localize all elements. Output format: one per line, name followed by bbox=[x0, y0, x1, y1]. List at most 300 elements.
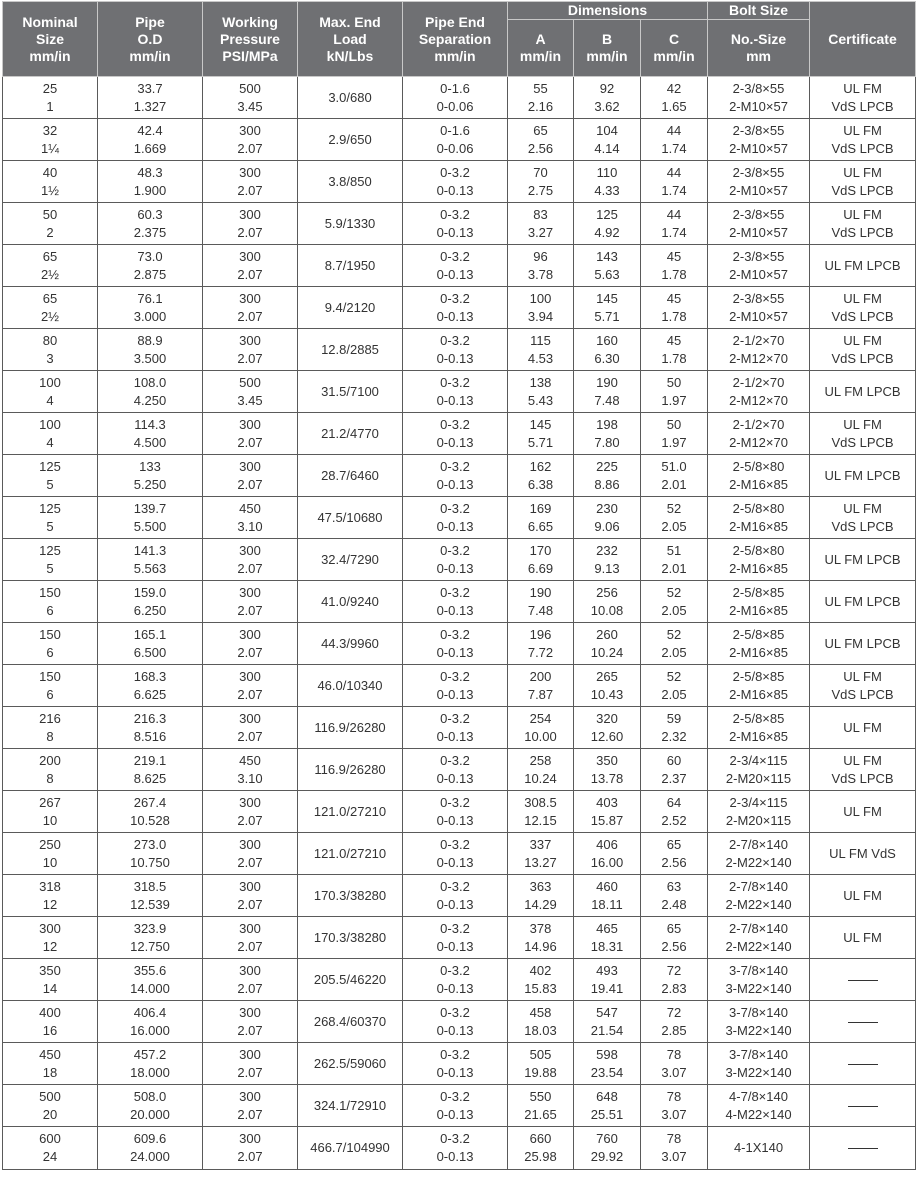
certificate-cell bbox=[810, 77, 916, 119]
dim-b-cell-line: 5.71 bbox=[594, 308, 620, 324]
pipe-od-cell-line: 88.9 bbox=[137, 332, 163, 348]
dim-a-cell bbox=[508, 791, 574, 833]
dim-c-cell-line: 65 bbox=[666, 836, 682, 852]
dim-b-cell-line: 18.31 bbox=[590, 938, 624, 954]
separation-cell-line: 0-0.13 bbox=[436, 980, 474, 996]
certificate-cell bbox=[810, 959, 916, 1001]
dim-b-cell-line: 4.33 bbox=[594, 182, 620, 198]
dim-b-cell-line: 6.30 bbox=[594, 350, 620, 366]
certificate-cell bbox=[810, 329, 916, 371]
separation-cell bbox=[403, 371, 508, 413]
bolt-size-cell bbox=[708, 455, 810, 497]
dim-b-cell bbox=[574, 791, 641, 833]
bolt-size-cell bbox=[708, 539, 810, 581]
separation-cell-line: 0-1.6 bbox=[440, 122, 470, 138]
table-row bbox=[3, 959, 916, 1001]
pressure-cell bbox=[203, 581, 298, 623]
pipe-od-cell-line: 4.500 bbox=[133, 434, 167, 450]
dim-c-cell bbox=[641, 1001, 708, 1043]
load-cell: 9.4/2120 bbox=[298, 287, 403, 329]
pressure-cell-line: 300 bbox=[239, 710, 261, 726]
pipe-od-cell-line: 323.9 bbox=[133, 920, 167, 936]
header-working-pressure: Working Pressure PSI/MPa bbox=[203, 2, 298, 77]
bolt-size-cell-line: 2-5/8×85 bbox=[732, 710, 785, 726]
dim-b-cell bbox=[574, 77, 641, 119]
dim-c-cell bbox=[641, 455, 708, 497]
dim-b-cell-line: 29.92 bbox=[590, 1149, 624, 1164]
separation-cell-line: 0-0.13 bbox=[436, 224, 474, 240]
bolt-size-cell bbox=[708, 1085, 810, 1127]
dim-b-cell-line: 110 bbox=[596, 164, 618, 180]
size-cell-line: 150 bbox=[39, 626, 61, 642]
bolt-size-cell-line: 2-M10×57 bbox=[729, 182, 788, 198]
pipe-od-cell-line: 273.0 bbox=[133, 836, 167, 852]
bolt-size-cell-line: 4-7/8×140 bbox=[729, 1088, 788, 1104]
dim-b-cell-line: 230 bbox=[596, 500, 618, 516]
dim-a-cell-line: 3.27 bbox=[527, 224, 554, 240]
dim-c-cell-line: 2.37 bbox=[661, 770, 687, 786]
certificate-cell-line: UL FM LPCB bbox=[824, 593, 901, 609]
dim-c-cell bbox=[641, 707, 708, 749]
size-cell-line: 2½ bbox=[40, 266, 60, 282]
size-cell-line: 18 bbox=[42, 1064, 58, 1080]
dim-a-cell-line: 254 bbox=[529, 710, 552, 726]
separation-cell-line: 0-3.2 bbox=[440, 416, 470, 432]
bolt-size-cell-line: 4-1X140 bbox=[733, 1140, 784, 1155]
size-cell-line: 600 bbox=[39, 1131, 61, 1146]
table-row bbox=[3, 833, 916, 875]
certificate-cell-line: UL FM bbox=[843, 668, 882, 684]
empty-dash bbox=[848, 1064, 878, 1065]
certificate-cell bbox=[810, 1001, 916, 1043]
dim-b-cell-line: 547 bbox=[596, 1004, 618, 1020]
pressure-cell-line: 2.07 bbox=[237, 1064, 263, 1080]
size-cell bbox=[3, 287, 98, 329]
pipe-od-cell-line: 141.3 bbox=[133, 542, 167, 558]
header-bolt-no-size: No.-Size mm bbox=[708, 20, 810, 77]
size-cell bbox=[3, 329, 98, 371]
pipe-od-cell-line: 20.000 bbox=[130, 1106, 170, 1122]
dim-b-cell-line: 460 bbox=[596, 878, 618, 894]
dim-a-cell-line: 13.27 bbox=[524, 854, 557, 870]
separation-cell-line: 0-3.2 bbox=[440, 1131, 470, 1146]
dim-a-cell-line: 10.24 bbox=[524, 770, 557, 786]
pressure-cell-line: 2.07 bbox=[237, 140, 263, 156]
dim-a-cell-line: 3.94 bbox=[527, 308, 554, 324]
size-cell bbox=[3, 455, 98, 497]
size-cell bbox=[3, 665, 98, 707]
dim-c-cell-line: 78 bbox=[666, 1088, 682, 1104]
dim-a-cell bbox=[508, 245, 574, 287]
dim-a-cell-line: 12.15 bbox=[524, 812, 557, 828]
separation-cell bbox=[403, 245, 508, 287]
load-cell: 32.4/7290 bbox=[298, 539, 403, 581]
dim-b-cell bbox=[574, 287, 641, 329]
certificate-cell bbox=[810, 581, 916, 623]
separation-cell-line: 0-3.2 bbox=[440, 752, 470, 768]
size-cell-line: 40 bbox=[42, 164, 58, 180]
pipe-od-cell-line: 406.4 bbox=[133, 1004, 167, 1020]
separation-cell bbox=[403, 917, 508, 959]
dim-b-cell bbox=[574, 581, 641, 623]
separation-cell bbox=[403, 1085, 508, 1127]
bolt-size-cell-line: 2-5/8×85 bbox=[732, 668, 785, 684]
pressure-cell-line: 2.07 bbox=[237, 812, 263, 828]
header-bolt-size: Bolt Size bbox=[708, 2, 810, 20]
dim-a-cell-line: 169 bbox=[529, 500, 552, 516]
dim-b-cell-line: 12.60 bbox=[590, 728, 624, 744]
dim-c-cell bbox=[641, 833, 708, 875]
size-cell-line: 5 bbox=[46, 560, 54, 576]
bolt-size-cell-line: 3-7/8×140 bbox=[729, 1004, 788, 1020]
dim-b-cell-line: 15.87 bbox=[590, 812, 624, 828]
separation-cell-line: 0-0.13 bbox=[436, 728, 474, 744]
bolt-size-cell-line: 2-M16×85 bbox=[729, 518, 788, 534]
separation-cell-line: 0-0.13 bbox=[436, 1149, 474, 1164]
certificate-cell-line: UL FM LPCB bbox=[824, 257, 901, 273]
pipe-od-cell-line: 14.000 bbox=[130, 980, 170, 996]
separation-cell bbox=[403, 665, 508, 707]
dim-a-cell-line: 196 bbox=[529, 626, 552, 642]
separation-cell-line: 0-3.2 bbox=[440, 1046, 470, 1062]
pipe-od-cell-line: 3.000 bbox=[133, 308, 167, 324]
dim-a-cell bbox=[508, 539, 574, 581]
dim-b-cell-line: 4.14 bbox=[594, 140, 620, 156]
certificate-cell-line: UL FM bbox=[843, 80, 882, 96]
dim-b-cell-line: 10.24 bbox=[590, 644, 624, 660]
pressure-cell bbox=[203, 749, 298, 791]
load-cell: 46.0/10340 bbox=[298, 665, 403, 707]
certificate-cell-line: VdS LPCB bbox=[831, 770, 894, 786]
dim-a-cell-line: 458 bbox=[529, 1004, 552, 1020]
table-body bbox=[3, 77, 916, 1170]
bolt-size-cell-line: 2-3/8×55 bbox=[732, 290, 785, 306]
pipe-od-cell bbox=[98, 203, 203, 245]
dim-a-cell bbox=[508, 371, 574, 413]
table-row bbox=[3, 413, 916, 455]
dim-b-cell-line: 92 bbox=[599, 80, 615, 96]
pressure-cell-line: 2.07 bbox=[237, 896, 263, 912]
pipe-od-cell-line: 8.516 bbox=[133, 728, 167, 744]
certificate-cell bbox=[810, 749, 916, 791]
pipe-od-cell-line: 5.250 bbox=[133, 476, 167, 492]
pipe-od-cell-line: 219.1 bbox=[133, 752, 167, 768]
bolt-size-cell-line: 3-7/8×140 bbox=[729, 962, 788, 978]
bolt-size-cell bbox=[708, 1001, 810, 1043]
dim-b-cell-line: 225 bbox=[596, 458, 618, 474]
pressure-cell-line: 300 bbox=[239, 962, 261, 978]
size-cell bbox=[3, 539, 98, 581]
separation-cell bbox=[403, 791, 508, 833]
bolt-size-cell bbox=[708, 749, 810, 791]
separation-cell-line: 0-0.13 bbox=[436, 602, 474, 618]
dim-b-cell bbox=[574, 959, 641, 1001]
table-row bbox=[3, 791, 916, 833]
separation-cell bbox=[403, 413, 508, 455]
dim-c-cell bbox=[641, 791, 708, 833]
pipe-od-cell bbox=[98, 539, 203, 581]
dim-a-cell-line: 162 bbox=[529, 458, 552, 474]
pipe-od-cell bbox=[98, 287, 203, 329]
size-cell-line: 300 bbox=[39, 920, 61, 936]
pipe-od-cell-line: 12.750 bbox=[130, 938, 170, 954]
dim-a-cell-line: 363 bbox=[529, 878, 552, 894]
dim-b-cell-line: 760 bbox=[596, 1131, 618, 1146]
specification-table bbox=[2, 1, 916, 1170]
dim-a-cell-line: 83 bbox=[533, 206, 548, 222]
bolt-size-cell-line: 2-3/8×55 bbox=[732, 122, 785, 138]
empty-dash bbox=[848, 980, 878, 981]
dim-c-cell bbox=[641, 959, 708, 1001]
separation-cell-line: 0-0.13 bbox=[436, 686, 474, 702]
table-row bbox=[3, 119, 916, 161]
pressure-cell bbox=[203, 77, 298, 119]
load-cell: 44.3/9960 bbox=[298, 623, 403, 665]
pressure-cell bbox=[203, 203, 298, 245]
separation-cell-line: 0-0.13 bbox=[436, 1022, 474, 1038]
dim-a-cell-line: 25.98 bbox=[524, 1149, 557, 1164]
pressure-cell-line: 2.07 bbox=[237, 182, 263, 198]
separation-cell-line: 0-3.2 bbox=[440, 248, 470, 264]
pipe-od-cell-line: 4.250 bbox=[133, 392, 167, 408]
dim-b-cell bbox=[574, 119, 641, 161]
dim-c-cell-line: 2.05 bbox=[661, 602, 687, 618]
bolt-size-cell-line: 2-M22×140 bbox=[725, 854, 792, 870]
pipe-od-cell bbox=[98, 623, 203, 665]
pipe-od-cell-line: 12.539 bbox=[130, 896, 170, 912]
dim-c-cell-line: 45 bbox=[666, 248, 682, 264]
size-cell bbox=[3, 1043, 98, 1085]
empty-dash bbox=[848, 1148, 878, 1149]
size-cell-line: 2 bbox=[46, 224, 54, 240]
dim-c-cell bbox=[641, 161, 708, 203]
table-row bbox=[3, 707, 916, 749]
pipe-od-cell bbox=[98, 1085, 203, 1127]
dim-b-cell-line: 350 bbox=[596, 752, 618, 768]
pressure-cell-line: 2.07 bbox=[237, 350, 263, 366]
certificate-cell bbox=[810, 245, 916, 287]
certificate-cell-line: UL FM LPCB bbox=[824, 467, 901, 483]
pipe-od-cell-line: 60.3 bbox=[137, 206, 163, 222]
dim-b-cell-line: 143 bbox=[596, 248, 618, 264]
size-cell bbox=[3, 623, 98, 665]
size-cell bbox=[3, 119, 98, 161]
separation-cell bbox=[403, 161, 508, 203]
size-cell bbox=[3, 413, 98, 455]
pipe-od-cell-line: 1.327 bbox=[133, 98, 167, 114]
separation-cell bbox=[403, 749, 508, 791]
dim-b-cell-line: 10.08 bbox=[590, 602, 624, 618]
pipe-od-cell-line: 6.625 bbox=[133, 686, 167, 702]
table-row bbox=[3, 245, 916, 287]
dim-b-cell-line: 13.78 bbox=[590, 770, 624, 786]
separation-cell-line: 0-3.2 bbox=[440, 458, 470, 474]
certificate-cell-line: UL FM bbox=[843, 929, 882, 945]
separation-cell-line: 0-0.13 bbox=[436, 434, 474, 450]
certificate-cell-line: VdS LPCB bbox=[831, 98, 894, 114]
dim-a-cell bbox=[508, 707, 574, 749]
table-row bbox=[3, 455, 916, 497]
pressure-cell bbox=[203, 287, 298, 329]
dim-a-cell bbox=[508, 161, 574, 203]
dim-b-cell-line: 8.86 bbox=[594, 476, 620, 492]
dim-b-cell-line: 9.06 bbox=[594, 518, 620, 534]
dim-c-cell-line: 2.52 bbox=[661, 812, 687, 828]
certificate-cell-line: VdS LPCB bbox=[831, 686, 894, 702]
pressure-cell bbox=[203, 1001, 298, 1043]
dim-a-cell-line: 7.87 bbox=[527, 686, 554, 702]
bolt-size-cell bbox=[708, 665, 810, 707]
bolt-size-cell-line: 2-3/4×115 bbox=[729, 794, 788, 810]
separation-cell bbox=[403, 707, 508, 749]
separation-cell bbox=[403, 539, 508, 581]
pressure-cell-line: 300 bbox=[239, 878, 261, 894]
dim-c-cell bbox=[641, 1085, 708, 1127]
pipe-od-cell-line: 1.669 bbox=[133, 140, 167, 156]
dim-c-cell-line: 2.05 bbox=[661, 518, 687, 534]
size-cell-line: 200 bbox=[39, 752, 61, 768]
certificate-cell bbox=[810, 1127, 916, 1170]
pressure-cell bbox=[203, 1085, 298, 1127]
bolt-size-cell-line: 2-M16×85 bbox=[729, 728, 788, 744]
certificate-cell-line: UL FM bbox=[843, 887, 882, 903]
separation-cell bbox=[403, 455, 508, 497]
dim-b-cell-line: 260 bbox=[596, 626, 618, 642]
dim-c-cell bbox=[641, 245, 708, 287]
pipe-od-cell-line: 114.3 bbox=[134, 416, 166, 432]
separation-cell-line: 0-3.2 bbox=[440, 794, 470, 810]
certificate-cell-line: UL FM bbox=[843, 122, 882, 138]
separation-cell-line: 0-0.13 bbox=[436, 518, 474, 534]
size-cell-line: 216 bbox=[39, 710, 61, 726]
load-cell: 28.7/6460 bbox=[298, 455, 403, 497]
table-row bbox=[3, 1085, 916, 1127]
separation-cell-line: 0-1.6 bbox=[440, 80, 470, 96]
load-cell: 31.5/7100 bbox=[298, 371, 403, 413]
bolt-size-cell-line: 2-M16×85 bbox=[729, 560, 788, 576]
dim-b-cell bbox=[574, 875, 641, 917]
separation-cell bbox=[403, 1043, 508, 1085]
size-cell-line: 65 bbox=[42, 248, 58, 264]
pipe-od-cell bbox=[98, 581, 203, 623]
size-cell bbox=[3, 749, 98, 791]
bolt-size-cell-line: 3-7/8×140 bbox=[729, 1046, 788, 1062]
certificate-cell bbox=[810, 161, 916, 203]
size-cell-line: 65 bbox=[42, 290, 58, 306]
pressure-cell-line: 300 bbox=[239, 458, 261, 474]
dim-b-cell-line: 465 bbox=[596, 920, 618, 936]
bolt-size-cell bbox=[708, 371, 810, 413]
certificate-cell bbox=[810, 707, 916, 749]
size-cell-line: 125 bbox=[39, 458, 61, 474]
size-cell bbox=[3, 875, 98, 917]
separation-cell-line: 0-3.2 bbox=[440, 710, 470, 726]
pipe-od-cell-line: 76.1 bbox=[137, 290, 163, 306]
dim-a-cell-line: 6.69 bbox=[527, 560, 554, 576]
pressure-cell bbox=[203, 455, 298, 497]
dim-b-cell-line: 23.54 bbox=[590, 1064, 624, 1080]
dim-c-cell-line: 1.74 bbox=[661, 140, 687, 156]
certificate-cell-line: VdS LPCB bbox=[831, 308, 894, 324]
pressure-cell-line: 2.07 bbox=[237, 938, 263, 954]
dim-a-cell bbox=[508, 581, 574, 623]
dim-c-cell-line: 1.74 bbox=[661, 182, 687, 198]
pressure-cell-line: 2.07 bbox=[237, 1106, 263, 1122]
table-row bbox=[3, 623, 916, 665]
dim-c-cell-line: 52 bbox=[666, 500, 682, 516]
pressure-cell bbox=[203, 875, 298, 917]
pressure-cell-line: 500 bbox=[239, 374, 261, 390]
dim-c-cell-line: 1.97 bbox=[661, 434, 687, 450]
header-dim-c: C mm/in bbox=[641, 20, 708, 77]
dim-a-cell bbox=[508, 413, 574, 455]
dim-b-cell bbox=[574, 329, 641, 371]
certificate-cell bbox=[810, 539, 916, 581]
size-cell bbox=[3, 1085, 98, 1127]
dim-c-cell bbox=[641, 875, 708, 917]
bolt-size-cell-line: 2-5/8×80 bbox=[732, 542, 785, 558]
dim-a-cell-line: 308.5 bbox=[524, 794, 557, 810]
bolt-size-cell-line: 2-5/8×85 bbox=[732, 584, 785, 600]
certificate-cell bbox=[810, 791, 916, 833]
dim-b-cell-line: 403 bbox=[596, 794, 618, 810]
certificate-cell bbox=[810, 875, 916, 917]
bolt-size-cell-line: 2-M16×85 bbox=[729, 686, 788, 702]
table-row bbox=[3, 161, 916, 203]
bolt-size-cell-line: 2-M22×140 bbox=[725, 896, 792, 912]
dim-a-cell bbox=[508, 1085, 574, 1127]
separation-cell-line: 0-0.13 bbox=[436, 560, 474, 576]
dim-b-cell-line: 256 bbox=[596, 584, 618, 600]
dim-c-cell-line: 45 bbox=[666, 290, 682, 306]
table-row bbox=[3, 875, 916, 917]
pipe-od-cell-line: 10.528 bbox=[130, 812, 170, 828]
dim-b-cell bbox=[574, 497, 641, 539]
pressure-cell bbox=[203, 833, 298, 875]
separation-cell-line: 0-3.2 bbox=[440, 542, 470, 558]
pressure-cell-line: 2.07 bbox=[237, 644, 263, 660]
certificate-cell-line: VdS LPCB bbox=[831, 350, 894, 366]
separation-cell-line: 0-3.2 bbox=[440, 878, 470, 894]
dim-b-cell-line: 9.13 bbox=[594, 560, 620, 576]
dim-b-cell-line: 16.00 bbox=[590, 854, 624, 870]
pipe-od-cell-line: 5.500 bbox=[133, 518, 167, 534]
pressure-cell bbox=[203, 329, 298, 371]
pipe-od-cell-line: 1.900 bbox=[133, 182, 167, 198]
load-cell: 170.3/38280 bbox=[298, 875, 403, 917]
separation-cell bbox=[403, 1127, 508, 1170]
header-dimensions: Dimensions bbox=[508, 2, 708, 20]
dim-b-cell-line: 5.63 bbox=[594, 266, 620, 282]
pressure-cell-line: 2.07 bbox=[237, 728, 263, 744]
separation-cell-line: 0-0.13 bbox=[436, 392, 474, 408]
size-cell-line: 10 bbox=[42, 812, 58, 828]
separation-cell-line: 0-0.13 bbox=[436, 182, 474, 198]
dim-c-cell-line: 2.01 bbox=[661, 476, 687, 492]
dim-c-cell bbox=[641, 1127, 708, 1170]
size-cell-line: 150 bbox=[39, 668, 61, 684]
load-cell: 268.4/60370 bbox=[298, 1001, 403, 1043]
dim-c-cell bbox=[641, 77, 708, 119]
size-cell-line: 6 bbox=[46, 602, 54, 618]
dim-a-cell bbox=[508, 1001, 574, 1043]
certificate-cell bbox=[810, 413, 916, 455]
pipe-od-cell bbox=[98, 1001, 203, 1043]
table-row bbox=[3, 581, 916, 623]
pressure-cell-line: 2.07 bbox=[237, 308, 263, 324]
size-cell-line: 350 bbox=[39, 962, 61, 978]
dim-b-cell-line: 4.92 bbox=[594, 224, 620, 240]
